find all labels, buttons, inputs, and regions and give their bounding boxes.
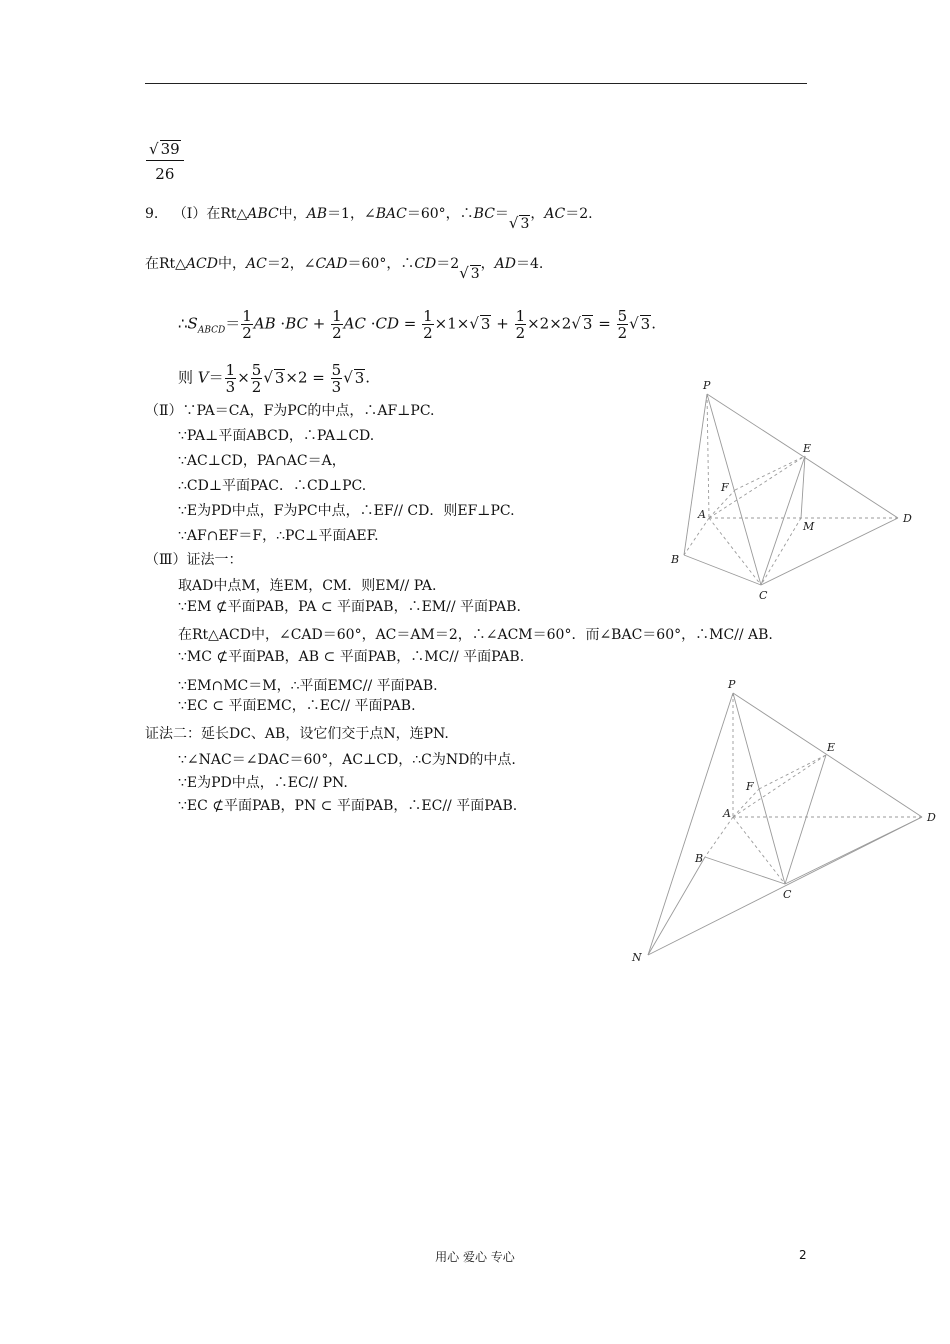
text: S (187, 314, 198, 333)
label-D: D (903, 512, 912, 525)
text: ABC (247, 206, 279, 222)
proof2-line: ∵E为PD中点，∴EC// PN. (178, 775, 348, 791)
text: · (275, 314, 286, 333)
subscript: ABCD (197, 325, 226, 336)
num: 1 (242, 307, 252, 325)
label-N: N (632, 951, 642, 964)
label-B: B (671, 553, 680, 566)
text: ＝ (208, 368, 224, 387)
fraction-five-halves (251, 362, 263, 395)
text: ， (480, 256, 495, 272)
label-F: F (721, 481, 729, 494)
label-F: F (746, 780, 754, 793)
text: BAC (375, 206, 407, 222)
fraction-five-halves (617, 308, 629, 341)
text: ∴ (178, 314, 188, 333)
top-fraction: √ 39 26 (146, 140, 184, 183)
sqrt-radicand: 3 (582, 314, 593, 333)
text: CD (414, 256, 437, 272)
part3-heading: （Ⅲ）证法一： (145, 552, 243, 568)
top-fraction-radicand: 39 (160, 140, 180, 158)
text: ＝ (494, 206, 509, 222)
label-B: B (695, 852, 704, 865)
label-C: C (783, 888, 792, 901)
part3-line: 在Rt△ACD中，∠CAD＝60°，AC＝AM＝2，∴∠ACM＝60°．而∠BAC＝60°，∴MC// AB. (178, 627, 773, 643)
text: ＝1，∠ (327, 206, 376, 222)
fraction-half (331, 308, 343, 341)
text: BC (285, 314, 308, 333)
den: 2 (617, 324, 628, 342)
num: 1 (515, 307, 526, 325)
text: = (399, 314, 422, 333)
text: ， (530, 206, 545, 222)
text: AB (306, 206, 328, 222)
sqrt-radicand: 3 (480, 314, 491, 333)
sqrt-radicand: 3 (354, 368, 365, 387)
fraction-five-thirds (331, 362, 343, 395)
fraction-half (241, 308, 253, 341)
header-rule (145, 83, 807, 84)
text: = (593, 314, 616, 333)
footer-motto: 用心 爱心 专心 (435, 1250, 515, 1264)
text: 则 (178, 368, 198, 387)
text: ＝2. (565, 206, 593, 222)
label-P: P (728, 678, 736, 691)
text: AD (494, 256, 517, 272)
text: + (307, 314, 331, 333)
text: ＝4. (516, 256, 544, 272)
fraction-half (515, 308, 527, 341)
text: CD (375, 314, 399, 333)
text: V (197, 368, 209, 387)
part3-line: ∵EM ⊄平面PAB，PA ⊂ 平面PAB，∴EM// 平面PAB. (178, 599, 522, 615)
proof2-heading: 证法二：延长DC、AB，设它们交于点N，连PN. (145, 726, 449, 742)
den: 2 (423, 324, 433, 342)
num: 1 (332, 307, 342, 325)
den: 2 (251, 378, 262, 396)
part3-line: ∵EM∩MC＝M，∴平面EMC// 平面PAB. (178, 678, 438, 694)
part3-line: ∵EC ⊂ 平面EMC，∴EC// 平面PAB. (178, 698, 416, 714)
text: ＝2 (436, 256, 460, 272)
figure-pyramid-2 (625, 675, 945, 970)
text: + (491, 314, 514, 333)
num: 5 (331, 361, 342, 379)
den: 2 (242, 324, 252, 342)
label-P: P (703, 379, 711, 392)
text: 在Rt△ (145, 256, 186, 272)
top-fraction-denominator: 26 (155, 165, 175, 183)
label-C: C (759, 589, 768, 602)
volume-formula: 则 V＝ $\frac{1}{3}$ × $\frac{5}{2}$ √ 3×2 = $\frac{5}{3}$ √ 3. (178, 361, 371, 396)
sqrt-radicand: 3 (274, 368, 285, 387)
text: BC (473, 206, 495, 222)
part1-line1: 9. （Ⅰ）在Rt△ABC中，AB＝1，∠BAC＝60°，∴BC＝√ 3，AC＝2. (145, 206, 593, 232)
den: 3 (225, 378, 236, 396)
text: ＝ (225, 314, 241, 333)
fraction-half (422, 308, 434, 341)
label-D: D (927, 811, 936, 824)
proof2-line: ∵∠NAC＝∠DAC＝60°，AC⊥CD，∴C为ND的中点. (178, 752, 516, 768)
page-number: 2 (799, 1248, 807, 1262)
label-A: A (698, 508, 706, 521)
text: ×1× (434, 314, 470, 333)
text: 中， (217, 256, 246, 272)
text: . (651, 314, 656, 333)
sqrt-radicand: 3 (520, 216, 530, 232)
text: × (237, 368, 250, 387)
num: 5 (617, 307, 628, 325)
den: 2 (332, 324, 342, 342)
num: 5 (251, 361, 262, 379)
text: . (365, 368, 371, 387)
text: ＝60°，∴ (406, 206, 474, 222)
figure-pyramid-1 (660, 372, 920, 607)
sqrt-radicand: 3 (470, 266, 480, 282)
text: · (365, 314, 376, 333)
den: 2 (515, 324, 526, 342)
text: AB (253, 314, 276, 333)
part2-line: ∵E为PD中点，F为PC中点，∴EF// CD．则EF⊥PC. (178, 503, 515, 519)
label-A: A (723, 807, 731, 820)
part2-line: ∵AF∩EF＝F，∴PC⊥平面AEF. (178, 528, 379, 544)
label-E: E (803, 442, 812, 455)
text: ×2 = (285, 368, 330, 387)
proof2-line: ∵EC ⊄平面PAB，PN ⊂ 平面PAB，∴EC// 平面PAB. (178, 798, 518, 814)
label-M: M (803, 520, 815, 533)
part2-line: （Ⅱ）∵PA＝CA，F为PC的中点，∴AF⊥PC. (145, 403, 435, 419)
text: AC (343, 314, 366, 333)
text: ＝60°，∴ (347, 256, 415, 272)
label-E: E (827, 741, 836, 754)
text: CAD (315, 256, 348, 272)
sqrt-radicand: 3 (640, 314, 651, 333)
text: AC (544, 206, 566, 222)
problem-number: 9. (145, 206, 159, 222)
text: ACD (185, 256, 218, 272)
text: ×2×2 (527, 314, 572, 333)
part2-line: ∵AC⊥CD，PA∩AC＝A， (178, 453, 346, 469)
text: （Ⅰ）在Rt△ (172, 206, 248, 222)
text: AC (245, 256, 267, 272)
text: ＝2，∠ (266, 256, 316, 272)
part1-line2: 在Rt△ACD中，AC＝2，∠CAD＝60°，∴CD＝2√ 3，AD＝4. (145, 256, 544, 282)
area-formula: $\therefore S_{ABCD}=$ $\frac{1}{2}$ AB ·BC + $\frac{1}{2}$ AC ·CD = $\frac{1}{2}$ ×1×√ 3 + $\frac{1}{2}$ ×2×2√ 3 = $\frac{5}{2}$ √ 3. (178, 307, 656, 342)
part3-line: ∵MC ⊄平面PAB，AB ⊂ 平面PAB，∴MC// 平面PAB. (178, 649, 525, 665)
num: 1 (225, 361, 236, 379)
part2-line: ∵PA⊥平面ABCD，∴PA⊥CD. (178, 428, 375, 444)
part3-line: 取AD中点M，连EM，CM．则EM// PA. (178, 578, 437, 594)
text: 中， (278, 206, 307, 222)
part2-line: ∴CD⊥平面PAC．∴CD⊥PC. (178, 478, 367, 494)
num: 1 (423, 307, 433, 325)
den: 3 (331, 378, 342, 396)
fraction-third (225, 362, 237, 395)
